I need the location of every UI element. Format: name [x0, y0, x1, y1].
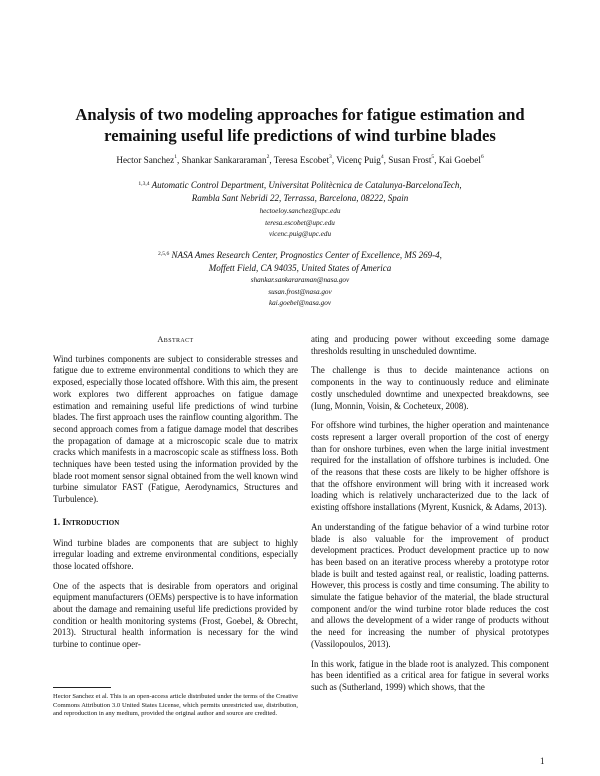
paragraph: ating and producing power without exceeding some damage thresholds resulting in unscheduled downtime.: [311, 334, 549, 356]
paragraph: The challenge is thus to decide maintenance actions on components in the way to continuously reduce and eliminate costly unscheduled downtime and unexpected breakdowns, see (Iung, Monnin, Voisin, & Cocheteux, 2008).: [311, 365, 549, 411]
paragraph: In this work, fatigue in the blade root is analyzed. This component has been identified as a critical area for fatigue in several works such as (Sutherland, 1999) which shows, that the: [311, 658, 549, 692]
email: hectoeloy.sanchez@upc.edu: [259, 207, 341, 215]
paper-title: [40, 104, 560, 146]
author-list: Hector Sanchez$^1$, Shankar Sankararaman$^2$, Teresa Escobet$^3$, Vicenç Puig$^4$, Susan Frost$^5$, Kai Goebel$^6$: [116, 154, 484, 165]
title-line-1: Analysis of two modeling approaches for fatigue estimation and: [75, 105, 525, 124]
paragraph: An understanding of the fatigue behavior of a wind turbine rotor blade is also valuable for the improvement of product development practices. Product development practice up to now has been based on an iterative process whereby a prototype rotor blade is built and tested against real, or realistic, loading patterns. However, this process is costly and time consuming. The ability to simulate the fatigue behavior of the material, the blade structural component and/or the wind turbine rotor blade reduces the cost and allows the development of a wider range of products without the need for increasing the number of physical prototypes (Vassilopoulos, 2013).: [311, 521, 549, 649]
section-heading-introduction: 1. Introduction: [53, 517, 120, 528]
author: Hector Sanchez: [116, 155, 175, 165]
author: Kai Goebel: [438, 155, 481, 165]
footnote-divider: [53, 687, 111, 688]
paragraph: For offshore wind turbines, the higher operation and maintenance costs represent a larger overall proportion of the cost of energy than for onshore turbines, even when the large initial investment required for the installation of offshore turbines is included. One of the reasons that these costs are likely to be higher offshore is that the offshore environment will bring with it increased work loading which is relatively uncharacterized due to the lack of existing offshore installations (Myrent, Kusnick, & Adams, 2013).: [311, 420, 549, 513]
affiliation-1-emails: [40, 206, 560, 241]
affiliation-1: $^{1,3,4}$ Automatic Control Department, Universitat Politècnica de Catalunya-BarcelonaTech, Rambla Sant Nebridi 22, Terrassa, Barcelona, 08222, Spain: [138, 180, 462, 203]
email: vicenc.puig@upc.edu: [268, 230, 332, 239]
author: Susan Frost: [388, 155, 432, 165]
affiliation-2-emails: [40, 275, 560, 310]
author: Teresa Escobet: [273, 155, 330, 165]
author: Shankar Sankararaman: [181, 155, 267, 165]
title-line-2: remaining useful life predictions of wind turbine blades: [104, 126, 496, 145]
author: Vicenç Puig: [336, 155, 381, 165]
email: teresa.escobet@upc.edu: [265, 218, 335, 227]
license-footnote: Hector Sanchez et al. This is an open-access article distributed under the terms of the Creative Commons Attribution 3.0 United States License, which permits unrestricted use, distribution, and reproduction in any medium, provided the original author and source are credited.: [53, 693, 298, 718]
email: kai.goebel@nasa.gov: [268, 299, 332, 308]
left-column: [53, 334, 298, 659]
intro-paragraph-1: Wind turbine blades are components that are subject to highly irregular loading and extreme environmental conditions, especially those located offshore.: [53, 537, 298, 571]
abstract-text: Wind turbines components are subject to considerable stresses and fatigue due to extreme environmental conditions to which they are exposed, especially those located offshore. With this aim, the present work explores two different approaches on fatigue damage estimation and remaining useful life predictions of wind turbine blades. The first approach uses the rainflow counting algorithm. The second approach comes from a fatigue damage model that describes the propagation of damage at a microscopic scale due to matrix cracks which manifests in a macroscopic scale as stiffness loss. Both techniques have been tested using the information provided by the blade root moment sensor signal obtained from the well known wind turbine simulator FAST (Fatigue, Aerodynamics, Structures and Turbulence).: [53, 353, 298, 505]
right-column: [311, 334, 549, 702]
email: susan.frost@nasa.gov: [268, 287, 332, 296]
affiliation-2: $^{2,5,6}$ NASA Ames Research Center, Prognostics Center of Excellence, MS 269-4, Moffett Field, CA 94035, United States of America: [158, 250, 442, 273]
abstract-heading: Abstract: [157, 335, 194, 344]
page-number: 1: [540, 756, 545, 766]
intro-paragraph-2: One of the aspects that is desirable from operators and original equipment manufacturers (OEMs) perspective is to have information about the damage and remaining useful life predictions provided by condition or health monitoring systems (Frost, Goebel, & Obrecht, 2013). Structural health information is necessary for the wind turbine to continue oper-: [53, 580, 298, 650]
email: shankar.sankararaman@nasa.gov: [250, 276, 350, 284]
